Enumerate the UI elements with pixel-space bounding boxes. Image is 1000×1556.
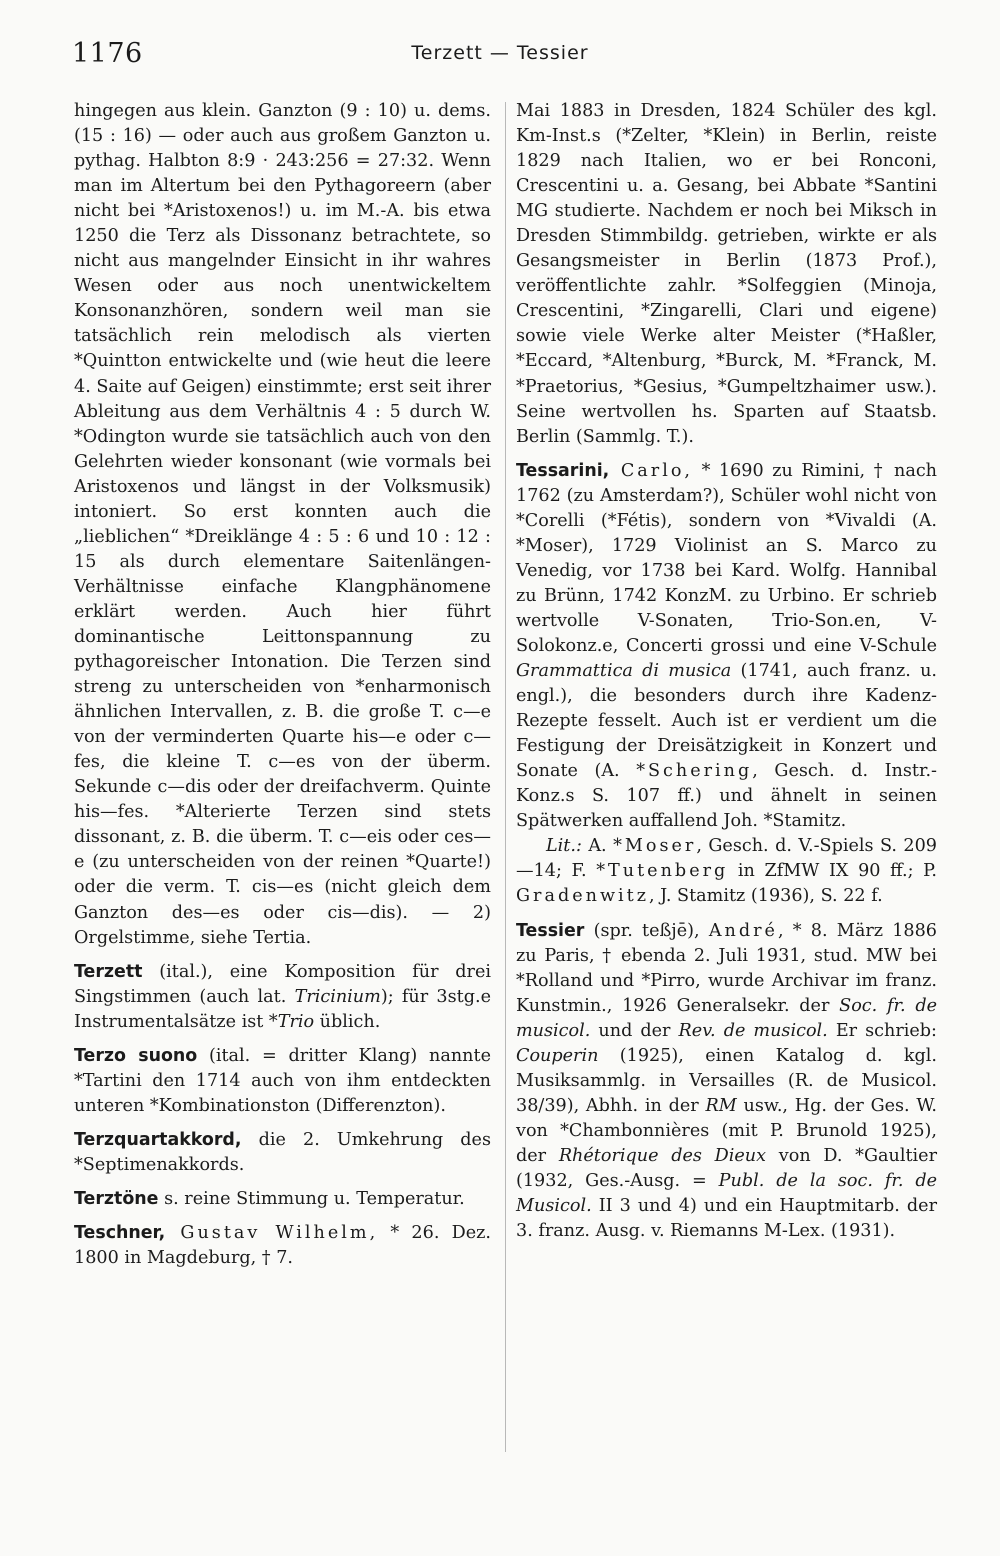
italic-title: Rhétorique des Dieux (558, 1145, 767, 1166)
headword-terzett: Terzett (74, 961, 143, 982)
entry-text: * 26. Dez. 1800 in Magdeburg, † 7. (74, 1223, 491, 1269)
spaced-name: *Tutenberg (596, 861, 729, 882)
headword-tessier: Tessier (516, 920, 585, 941)
italic-term: Tricinium (294, 986, 381, 1007)
entry-tessarini (516, 459, 937, 835)
entry-tessier (516, 919, 937, 1245)
entry-terzett (74, 960, 491, 1035)
person-name: André (708, 920, 778, 941)
entry-text: von D. *Gaultier (1932, Ges.-Ausg. = (516, 1145, 937, 1191)
entry-text: * 1690 zu Rimini, † nach 1762 (zu Amsterdam?), Schüler wohl nicht von *Corelli (*Fétis), sondern von *Vivaldi (A. *Moser), 1729 Violinist an S. Marco zu Venedig, vor 1738 bei Kard. Wolfg. Hannibal zu Brünn, 1742 KonzM. zu Urbino. Er schrieb wertvolle V-Sonaten, Trio-Son.en, V-Solokonz.e, Concerti grossi und eine V-Schule (516, 460, 938, 656)
headword-teschner: Teschner, (74, 1223, 166, 1244)
running-head: Terzett — Tessier (411, 42, 589, 64)
entry-text: Er schrieb: (827, 1020, 937, 1041)
entry-text: (1741, auch franz. u. engl.), die besonders durch ihre Kadenz-Rezepte fesselt. Auch ist er verdient um die Festigung der Dreisätzigkeit in Konzert und Sonate (A. (516, 661, 937, 782)
headword-terzquartakkord: Terzquartakkord, (74, 1129, 242, 1150)
italic-title: RM (705, 1095, 737, 1116)
entry-terzquartakkord (74, 1128, 491, 1178)
headword-terztoene: Terztöne (74, 1188, 159, 1209)
entry-text: (ital.), eine Komposition für drei Singstimmen (auch lat. (74, 961, 491, 1007)
italic-title: Grammattica di musica (516, 661, 732, 682)
italic-title: Couperin (516, 1045, 599, 1066)
entry-terztoene (74, 1187, 491, 1212)
column-divider (505, 102, 506, 1452)
teschner-continuation: Mai 1883 in Dresden, 1824 Schüler des kgl. Km-Inst.s (*Zelter, *Klein) in Berlin, reiste 1829 nach Italien, wo er bei Ronconi, Crescentini u. a. Gesang, bei Abbate *Santini MG studierte. Nachdem er noch bei Miksch in Dresden Stimmbildg. getrieben, wirkte er als Gesangsmeister in Berlin (1873 Prof.), veröffentlichte zahlr. *Solfeggien (Minoja, Crescentini, *Zingarelli, Clari und eigene) sowie viele Werke alter Meister (*Haßler, *Eccard, *Altenburg, *Burck, M. *Franck, M. *Praetorius, *Gesius, *Gumpeltzhaimer usw.). Seine wertvollen hs. Sparten auf Staatsb. Berlin (Sammlg. T.). (516, 101, 937, 447)
person-name: Gustav Wilhelm, (165, 1223, 379, 1244)
literature-tessarini (516, 834, 937, 909)
italic-title: Soc. fr. de musicol. (516, 995, 937, 1041)
entry-teschner (74, 1221, 491, 1271)
entry-text: , J. Stamitz (1936), S. 22 f. (649, 886, 883, 907)
entry-text: usw., Hg. der Ges. W. von *Chambonnières (mit P. Brunold 1925), der (516, 1095, 938, 1166)
headword-terzo-suono: Terzo suono (74, 1045, 198, 1066)
entry-text: (ital. = dritter Klang) nannte *Tartini den 1714 auch von ihm entdeckten unteren *Kombinationston (Differenzton). (74, 1045, 491, 1116)
headword-tessarini: Tessarini, (516, 460, 610, 481)
italic-title: Rev. de musicol. (678, 1020, 828, 1041)
entry-text: , Gesch. d. Instr.-Konz.s S. 107 ff.) und ähnelt in seinen Spätwerken auffallend Joh. *Stamitz. (516, 761, 937, 832)
entry-text: in ZfMW IX 90 ff.; P. (728, 861, 938, 882)
entry-text: (1925), einen Katalog d. kgl. Musiksammlg. in Versailles (R. de Musicol. 38/39), Abhh. in der (516, 1045, 937, 1116)
entry-text: , Gesch. d. V.-Spiels S. 209—14; F. (516, 836, 937, 882)
entry-text: und der (590, 1020, 679, 1041)
entry-text: (spr. teßjē), (584, 920, 709, 941)
italic-title: Publ. de la soc. fr. de Musicol. (516, 1170, 937, 1217)
entry-text: üblich. (314, 1011, 381, 1032)
entry-terzo-suono (74, 1044, 491, 1119)
left-column (74, 99, 491, 1271)
entry-text: , * 8. März 1886 zu Paris, † ebenda 2. Juli 1931, stud. MW bei *Rolland und *Pirro, wurde Archivar im franz. Kunstmin., 1926 Generalsekr. der (516, 920, 937, 1016)
person-name: Carlo, (609, 460, 694, 481)
terz-continuation: hingegen aus klein. Ganzton (9 : 10) u. dems. (15 : 16) — oder auch aus großem Ganzton u. pythag. Halbton 8:9 · 243:256 = 27:32. Wenn man im Altertum bei den Pythagoreern (aber nicht bei *Aristoxenos!) u. im M.-A. bis etwa 1250 die Terz als Dissonanz betrachtete, so nicht aus mangelnder Einsicht in ihr wahres Wesen oder aus noch unentwickeltem Konsonanzhören, sondern weil man sie tatsächlich rein melodisch als vierten *Quintton entwickelte und (wie heut die leere 4. Saite auf Geigen) einstimmte; erst seit ihrer Ableitung aus dem Verhältnis 4 : 5 durch W. *Odington wurde sie tatsächlich auch von den Gelehrten wieder konsonant (wie vormals bei Aristoxenos und längst in der Volksmusik) intoniert. So erst konnten auch die „lieblichen“ *Dreiklänge 4 : 5 : 6 und 10 : 12 : 15 als durch elementare Saitenlängen-Verhältnisse einfache Klangphänomene erklärt werden. Auch hier führt dominantische Leittonspannung zu pythagoreischer Intonation. Die Terzen sind streng zu unterscheiden von *enharmonisch ähnlichen Intervallen, z. B. die große T. c—e von der verminderten Quarte his—e oder c—fes, die kleine T. c—es von der überm. Sekunde c—dis oder der dreifachverm. Quinte his—fes. *Alterierte Terzen sind stets dissonant, z. B. die überm. T. c—eis oder ces—e (zu unterscheiden von der reinen *Quarte!) oder die verm. T. cis—es (nicht gleich dem Ganzton des—es oder cis—dis). — 2) Orgelstimme, siehe Tertia. (74, 101, 492, 948)
entry-text: s. reine Stimmung u. Temperatur. (158, 1188, 465, 1209)
italic-term: *Trio (268, 1011, 315, 1032)
entry-text: ); für 3stg.e Instrumentalsätze ist (74, 986, 491, 1032)
right-column (516, 99, 937, 1244)
page-number: 1176 (72, 38, 143, 69)
entry-text: die 2. Umkehrung des *Septimenakkords. (74, 1129, 491, 1175)
lit-label: Lit.: (546, 836, 582, 857)
spaced-name: Gradenwitz (516, 886, 649, 907)
spaced-name: *Schering (636, 761, 753, 782)
entry-text: A. (581, 836, 614, 857)
entry-text: II 3 und 4) und ein Hauptmitarb. der 3. franz. Ausg. v. Riemanns M-Lex. (1931). (516, 1196, 937, 1242)
spaced-name: *Moser (613, 836, 697, 857)
